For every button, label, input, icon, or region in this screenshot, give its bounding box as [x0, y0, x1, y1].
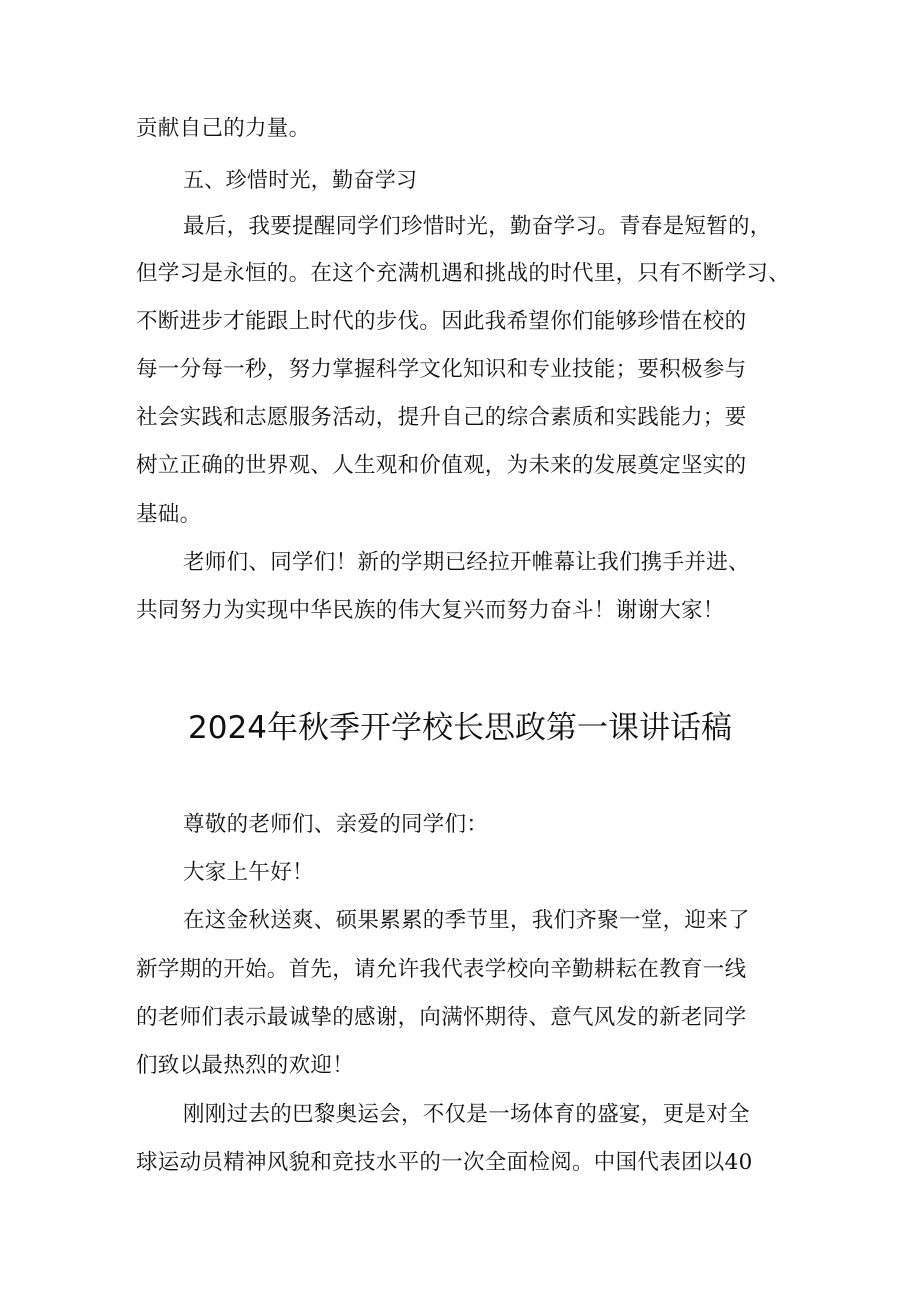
paragraph-line: 最后，我要提醒同学们珍惜时光，勤奋学习。青春是短暂的， — [183, 214, 772, 239]
salutation: 尊敬的老师们、亲爱的同学们： — [183, 812, 489, 837]
paragraph-line: 们致以最热烈的欢迎！ — [136, 1053, 355, 1078]
paragraph-line: 球运动员精神风貌和竞技水平的一次全面检阅。中国代表团以40 — [136, 1150, 753, 1175]
greeting: 大家上午好！ — [183, 860, 314, 885]
paragraph-line: 的老师们表示最诚挚的感谢，向满怀期待、意气风发的新老同学 — [136, 1005, 747, 1030]
paragraph-line: 刚刚过去的巴黎奥运会，不仅是一场体育的盛宴，更是对全 — [183, 1102, 750, 1127]
paragraph-line: 树立正确的世界观、人生观和价值观，为未来的发展奠定坚实的 — [136, 453, 747, 478]
paragraph-line: 每一分每一秒，努力掌握科学文化知识和专业技能；要积极参与 — [136, 357, 747, 382]
paragraph-line: 贡献自己的力量。 — [136, 116, 311, 141]
section-heading: 五、珍惜时光，勤奋学习 — [183, 168, 418, 192]
paragraph-line: 社会实践和志愿服务活动，提升自己的综合素质和实践能力；要 — [136, 405, 747, 430]
paragraph-line: 老师们、同学们！新的学期已经拉开帷幕让我们携手并进、 — [183, 550, 750, 575]
article-title: 2024年秋季开学校长思政第一课讲话稿 — [188, 710, 732, 746]
paragraph-line: 在这金秋送爽、硕果累累的季节里，我们齐聚一堂，迎来了 — [183, 908, 750, 933]
paragraph-line: 但学习是永恒的。在这个充满机遇和挑战的时代里，只有不断学习、 — [136, 261, 791, 286]
paragraph-line: 新学期的开始。首先，请允许我代表学校向辛勤耕耘在教育一线 — [136, 957, 747, 982]
paragraph-line: 共同努力为实现中华民族的伟大复兴而努力奋斗！谢谢大家！ — [136, 598, 725, 623]
paragraph-line: 不断进步才能跟上时代的步伐。因此我希望你们能够珍惜在校的 — [136, 309, 747, 334]
paragraph-line: 基础。 — [136, 502, 202, 527]
